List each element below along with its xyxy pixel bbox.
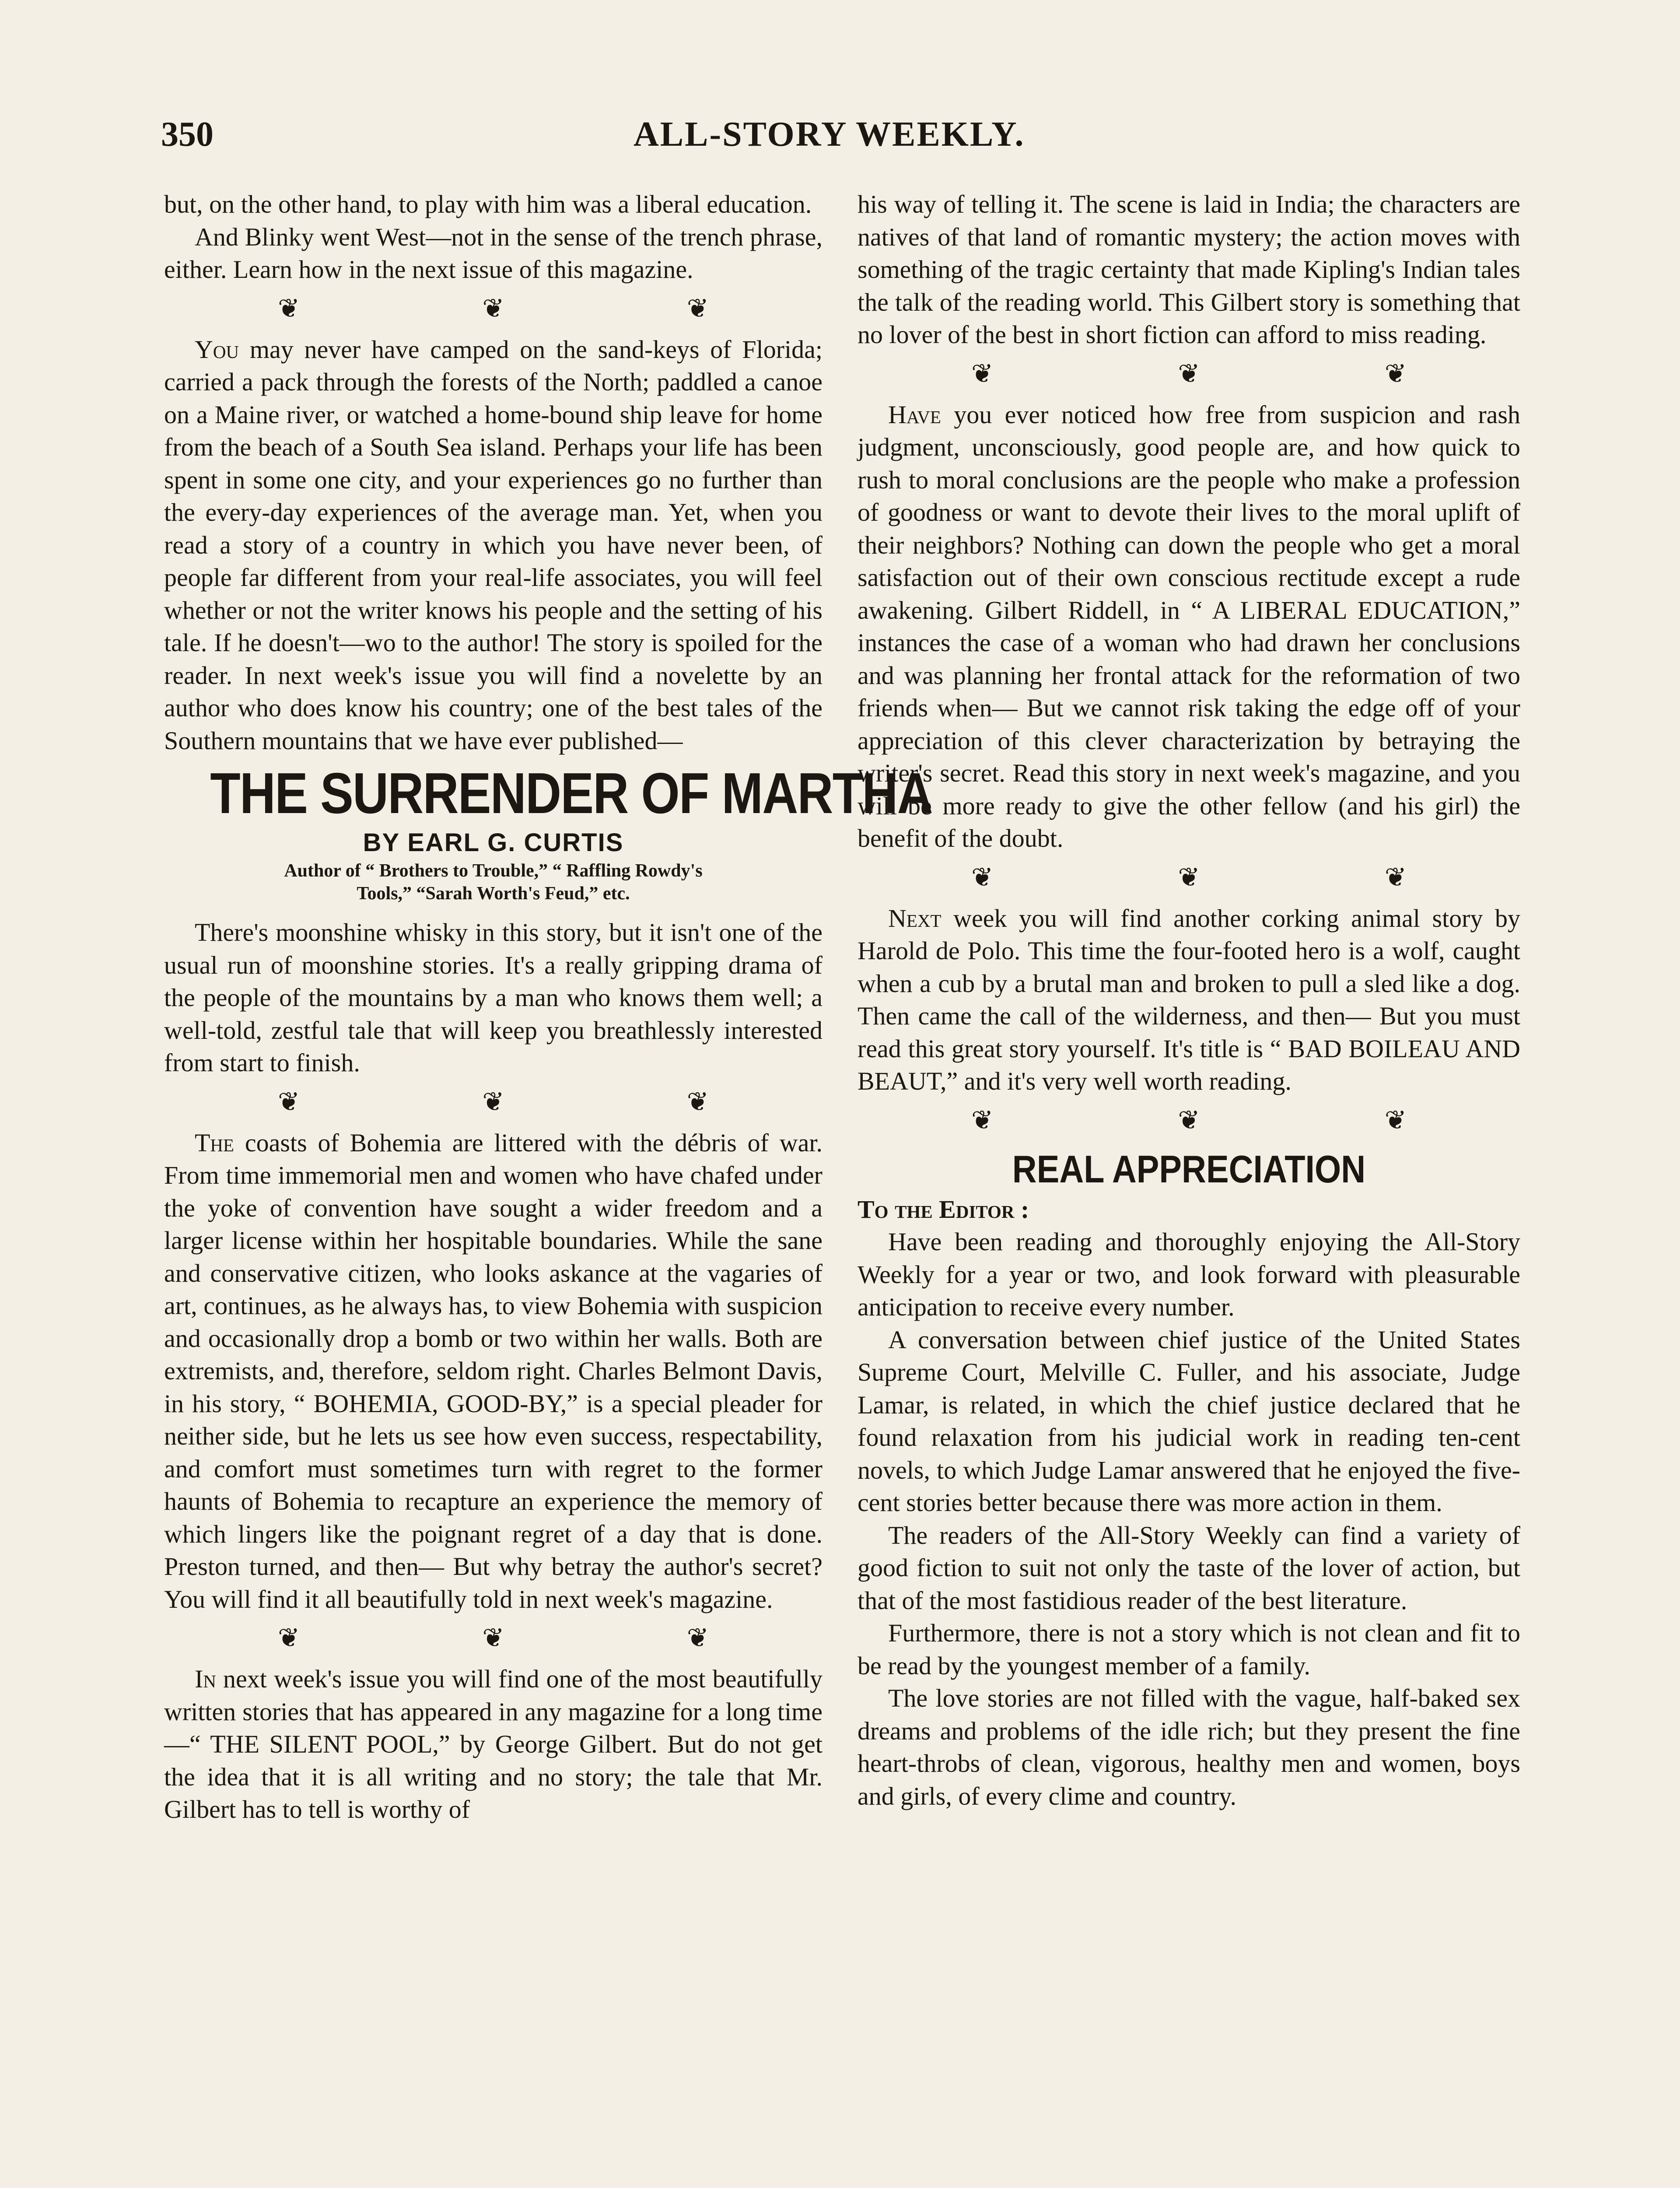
lead-word: The [195, 1128, 234, 1157]
paragraph [164, 1663, 822, 1826]
fleuron-icon: ❦ [971, 359, 994, 388]
ornament-divider [164, 290, 822, 327]
fleuron-icon: ❦ [1178, 863, 1200, 892]
section-title: REAL APPRECIATION [1012, 1147, 1366, 1191]
right-column [858, 188, 1520, 1813]
fleuron-icon: ❦ [1178, 1105, 1200, 1135]
fleuron-icon: ❦ [1178, 359, 1200, 388]
fleuron-icon: ❦ [686, 1623, 709, 1652]
paragraph [164, 333, 822, 757]
fleuron-icon: ❦ [1384, 359, 1407, 388]
byline: BY EARL G. CURTIS [363, 828, 624, 857]
paragraph: And Blinky went West—not in the sense of the trench phrase, either. Learn how in the next issue of this magazine. [164, 222, 822, 284]
running-head: ALL-STORY WEEKLY. [634, 115, 1025, 154]
fleuron-icon: ❦ [971, 1105, 994, 1135]
author-credits [164, 859, 822, 905]
paragraph-text: you ever noticed how free from suspicion and rash judgment, unconsciously, good people are, and how quick to rush to moral conclusions are the people who make a profession of goodness or want to devote their lives to the moral uplift of their neighbors? Nothing can down the people who get a moral satisfaction out of their own conscious rectitude except a rude awakening. Gilbert Riddell, in “ A LIBERAL EDUCATION,” instances the case of a woman who had drawn her conclusions and was planning her frontal attack for the reformation of two friends when— But we cannot risk taking the edge off of your appreciation of this clever characterization by betraying the writer's secret. Read this story in next week's magazine, and you will be more ready to give the other fellow (and his girl) the benefit of the doubt. [858, 400, 1520, 852]
paragraph [858, 399, 1520, 855]
paragraph-text: coasts of Bohemia are littered with the débris of war. From time immemorial men and women who have chafed under the yoke of convention have sought a wider freedom and a larger license within her hospitable boundaries. While the sane and conservative citizen, who looks askance at the vagaries of art, continues, as he always has, to view Bohemia with suspicion and occasionally drop a bomb or two within her walls. Both are extremists, and, therefore, seldom right. Charles Belmont Davis, in his story, “ BOHEMIA, GOOD-BY,” is a special pleader for neither side, but he lets us see how even success, respectability, and comfort must sometimes turn with regret to the former haunts of Bohemia to recapture an experience the memory of which lingers like the poignant regret of a day that is done. Preston turned, and then— But why betray the author's secret? You will find it all beautifully told in next week's magazine. [164, 1128, 822, 1613]
ornament-divider [164, 1083, 822, 1121]
lead-word: You [195, 335, 239, 364]
ornament-divider [858, 859, 1520, 896]
lead-word: Have [888, 400, 941, 429]
fleuron-icon: ❦ [971, 863, 994, 892]
letter-paragraph: The readers of the All-Story Weekly can find a variety of good fiction to suit not only the taste of the lover of action, but that of the most fastidious reader of the best literature. [858, 1521, 1520, 1615]
ornament-divider [858, 1101, 1520, 1139]
ornament-divider [858, 355, 1520, 393]
paragraph-text: next week's issue you will find one of the most beautifully written stories that has appeared in any magazine for a long time—“ THE SILENT POOL,” by George Gilbert. But do not get the idea that it is all writing and no story; the tale that Mr. Gilbert has to tell is worthy of [164, 1665, 822, 1823]
fleuron-icon: ❦ [278, 1087, 300, 1116]
lead-word: In [195, 1665, 216, 1693]
paragraph-text: week you will find another corking animal story by Harold de Polo. This time the four-footed hero is a wolf, caught when a cub by a brutal man and broken to pull a sled like a dog. Then came the call of the wilderness, and then— But you must read this great story yourself. It's title is “ BAD BOILEAU AND BEAUT,” and it's very well worth reading. [858, 904, 1520, 1095]
fleuron-icon: ❦ [482, 1623, 504, 1652]
paragraph: There's moonshine whisky in this story, but it isn't one of the usual run of moonshine stories. It's a really gripping drama of the people of the mountains by a man who knows them well; a well-told, zestful tale that will keep you breathlessly interested from start to finish. [164, 918, 822, 1077]
fleuron-icon: ❦ [1384, 1105, 1407, 1135]
paragraph-text: may never have camped on the sand-keys of Florida; carried a pack through the forests of the North; paddled a canoe on a Maine river, or watched a home-bound ship leave for home from the beach of a South Sea island. Perhaps your life has been spent in some one city, and your experiences go no further than the every-day experiences of the average man. Yet, when you read a story of a country in which you have never been, of people far different from your real-life associates, you will feel whether or not the writer knows his people and the setting of his tale. If he doesn't—wo to the author! The story is spoiled for the reader. In next week's issue you will find a novelette by an author who does know his country; one of the best tales of the Southern mountains that we have ever published— [164, 335, 822, 755]
ornament-divider [164, 1619, 822, 1657]
left-column [164, 188, 932, 1826]
page-number: 350 [161, 115, 214, 154]
letter-paragraph: A conversation between chief justice of the United States Supreme Court, Melville C. Fuller, and his associate, Judge Lamar, is related, in which the chief justice declared that he found relaxation from his judicial work in reading ten-cent novels, to which Judge Lamar answered that he enjoyed the five-cent stories better because there was more action in them. [858, 1325, 1520, 1517]
paragraph: his way of telling it. The scene is laid in India; the characters are natives of that land of romantic mystery; the action moves with something of the tragic certainty that made Kipling's Indian tales the talk of the reading world. This Gilbert story is something that no lover of the best in short fiction can afford to miss reading. [858, 190, 1520, 349]
letter-paragraph: The love stories are not filled with the vague, half-baked sex dreams and problems of the idle rich; but they present the fine heart-throbs of clean, vigorous, healthy men and women, boys and girls, of every clime and country. [858, 1684, 1520, 1810]
credits-line: Author of “ Brothers to Trouble,” “ Raffling Rowdy's [284, 861, 703, 881]
letter-paragraph: Furthermore, there is not a story which is not clean and fit to be read by the youngest member of a family. [858, 1619, 1520, 1680]
paragraph [858, 902, 1520, 1098]
paragraph [164, 1127, 822, 1616]
salutation: To the Editor : [858, 1195, 1029, 1224]
fleuron-icon: ❦ [482, 294, 504, 323]
fleuron-icon: ❦ [482, 1087, 504, 1116]
page-header [161, 115, 1517, 163]
letter-paragraph: Have been reading and thoroughly enjoying the All-Story Weekly for a year or two, and look forward with pleasurable anticipation to receive every number. [858, 1227, 1520, 1321]
fleuron-icon: ❦ [1384, 863, 1407, 892]
paragraph: but, on the other hand, to play with him was a liberal education. [164, 190, 812, 218]
fleuron-icon: ❦ [686, 294, 709, 323]
fleuron-icon: ❦ [278, 294, 300, 323]
credits-line: Tools,” “Sarah Worth's Feud,” etc. [357, 884, 630, 904]
lead-word: Next [888, 904, 942, 933]
story-title: THE SURRENDER OF MARTHA [210, 761, 932, 825]
fleuron-icon: ❦ [278, 1623, 300, 1652]
fleuron-icon: ❦ [686, 1087, 709, 1116]
